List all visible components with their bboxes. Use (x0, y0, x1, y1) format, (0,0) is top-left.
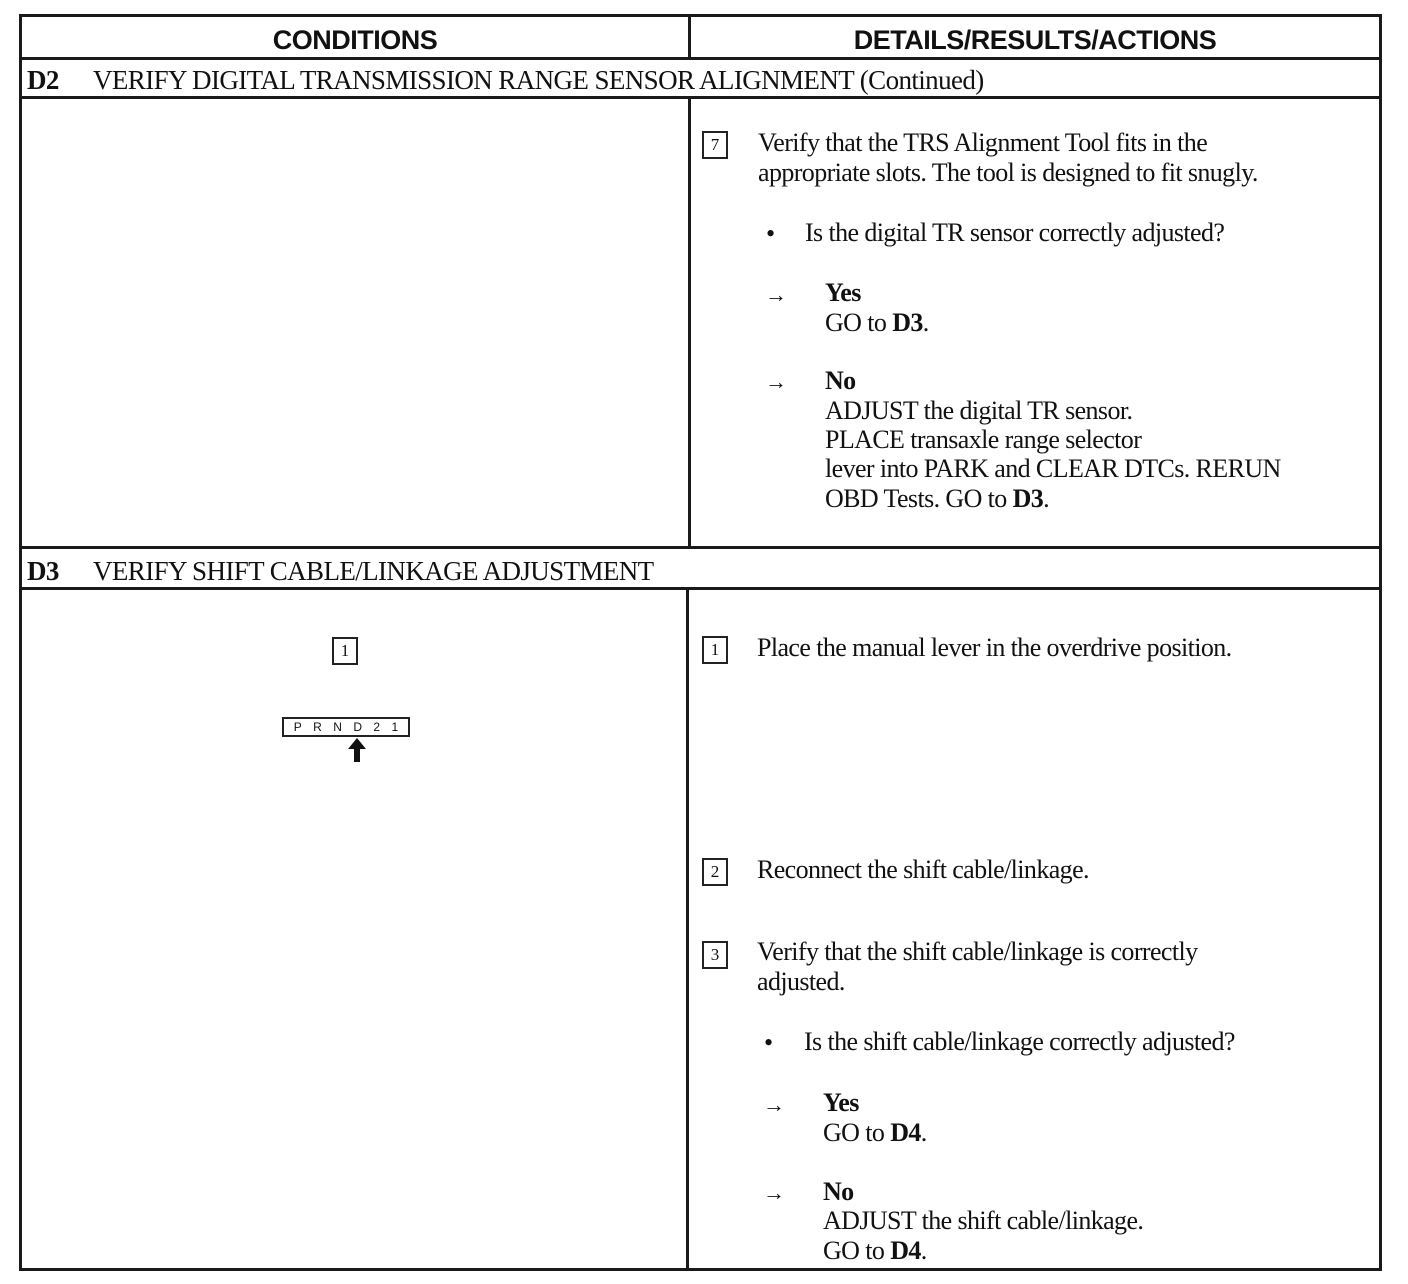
step-3-no-label: No (823, 1177, 854, 1206)
gear-position-1: 1 (391, 720, 399, 734)
step-7-no-arrow-icon: → (765, 369, 787, 394)
d2-column-divider (688, 96, 691, 548)
step-7-no-line4-prefix: OBD Tests. GO to (825, 484, 1013, 513)
gear-position-2: 2 (373, 720, 381, 734)
step-3-text-line2: adjusted. (757, 967, 845, 996)
step-3-yes-action-target: D4 (890, 1118, 921, 1147)
step-2-text: Reconnect the shift cable/linkage. (757, 855, 1089, 884)
step-1-box: 1 (702, 636, 728, 664)
d2-title-text: VERIFY DIGITAL TRANSMISSION RANGE SENSOR ALIGNMENT (Continued) (93, 65, 984, 95)
step-7-yes-arrow-icon: → (765, 282, 787, 307)
step-7-no-line3: lever into PARK and CLEAR DTCs. RERUN (825, 454, 1281, 483)
step-3-no-line2-suffix: . (920, 1236, 927, 1265)
illustration-step-1-box: 1 (332, 637, 358, 665)
d2-code: D2 (27, 65, 59, 95)
step-7-text-line2: appropriate slots. The tool is designed to fit snugly. (758, 158, 1258, 187)
step-7-no-line4-suffix: . (1043, 484, 1050, 513)
step-3-yes-label: Yes (823, 1088, 859, 1117)
d3-column-divider (686, 587, 689, 1271)
gear-position-p: P (293, 720, 302, 734)
step-7-yes-action-suffix: . (922, 308, 929, 337)
d3-title-text: VERIFY SHIFT CABLE/LINKAGE ADJUSTMENT (93, 556, 654, 586)
step-2-box: 2 (702, 858, 728, 886)
step-3-yes-action (823, 1118, 927, 1148)
step-3-no-arrow-icon: → (763, 1180, 785, 1205)
gear-position-n: N (333, 720, 342, 734)
step-7-yes-action-prefix: GO to (825, 308, 893, 337)
gear-position-r: R (313, 720, 322, 734)
d3-code: D3 (27, 556, 59, 586)
step-7-no-line2: PLACE transaxle range selector (825, 425, 1142, 454)
step-3-yes-arrow-icon: → (763, 1092, 785, 1117)
d2-end-divider (19, 546, 1382, 549)
step-3-bullet: • (764, 1028, 774, 1057)
details-header: DETAILS/RESULTS/ACTIONS (853, 25, 1217, 55)
step-7-no-line4-target: D3 (1012, 484, 1044, 513)
pointer-arrow-up-icon (347, 738, 367, 762)
step-3-text-line1: Verify that the shift cable/linkage is correctly (757, 937, 1198, 966)
step-7-box: 7 (702, 131, 728, 159)
gear-position-indicator (282, 717, 410, 737)
step-7-bullet: • (766, 219, 776, 248)
step-7-question: Is the digital TR sensor correctly adjusted? (805, 218, 1225, 247)
step-7-yes-action-target: D3 (892, 308, 923, 337)
conditions-header: CONDITIONS (272, 25, 438, 55)
step-3-no-line2-prefix: GO to (823, 1236, 891, 1265)
step-7-yes-action (825, 308, 929, 338)
step-1-text: Place the manual lever in the overdrive position. (757, 633, 1232, 662)
step-3-yes-action-prefix: GO to (823, 1118, 891, 1147)
step-7-no-line4 (825, 484, 1049, 514)
step-7-yes-label: Yes (825, 278, 861, 307)
step-3-yes-action-suffix: . (920, 1118, 927, 1147)
step-3-question: Is the shift cable/linkage correctly adjusted? (804, 1027, 1235, 1056)
d3-section-title (27, 553, 654, 589)
step-3-no-line2-target: D4 (890, 1236, 921, 1265)
step-7-no-line1: ADJUST the digital TR sensor. (825, 396, 1133, 425)
d2-section-title (27, 62, 984, 98)
step-7-no-label: No (825, 366, 856, 395)
step-3-box: 3 (702, 941, 728, 969)
step-3-no-line2 (823, 1236, 927, 1266)
step-3-no-line1: ADJUST the shift cable/linkage. (823, 1206, 1144, 1235)
gear-position-d: D (353, 720, 362, 734)
step-7-text-line1: Verify that the TRS Alignment Tool fits in the (758, 128, 1208, 157)
